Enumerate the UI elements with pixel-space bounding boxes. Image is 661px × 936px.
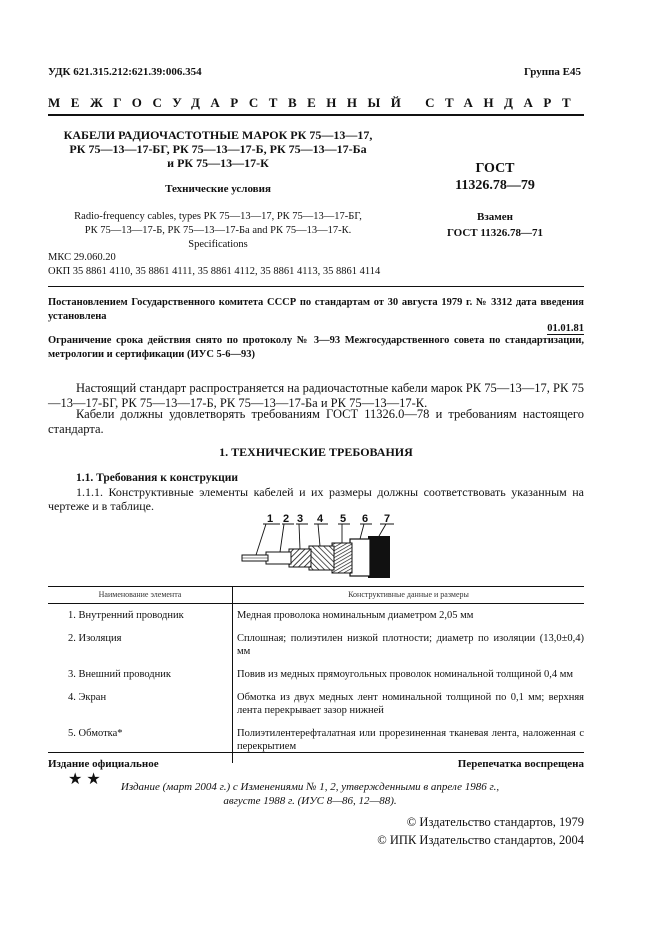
table-header-element: Наименование элемента (48, 587, 233, 604)
intro-date: 01.01.81 (547, 323, 584, 334)
gost-label: ГОСТ (475, 161, 515, 176)
replaces-label: Взамен (477, 211, 513, 223)
banner-rule (48, 114, 584, 116)
title-line-2: РК 75—13—17-БГ, РК 75—13—17-Б, РК 75—13—17-Ба (69, 142, 367, 156)
table-cell-data: Повив из медных прямоугольных проволок номинальной толщиной 0,4 мм (237, 669, 574, 680)
english-title-line-1: Radio-frequency cables, types РК 75—13—17, РК 75—13—17-БГ, (74, 211, 362, 222)
clause-1-1-1: 1.1.1. Конструктивные элементы кабелей и их размеры должны соответствовать указанным на чертеже и в таблице. (48, 485, 584, 513)
title-rule (48, 286, 584, 287)
reprint-notice: Перепечатка воспрещена (457, 758, 584, 770)
udk-code: УДК 621.315.212:621.39:006.354 (48, 66, 202, 78)
english-title (48, 210, 388, 252)
english-title-line-2: РК 75—13—17-Б, РК 75—13—17-Ба and РК 75—13—17-К. (84, 225, 352, 236)
footer-rule (48, 752, 584, 753)
table-cell-name: 2. Изоляция (48, 632, 233, 668)
table-cell-name: 4. Экран (48, 691, 233, 727)
group-code: Группа Е45 (523, 66, 581, 78)
title-line-3: и РК 75—13—17-К (167, 156, 269, 170)
official-edition: Издание официальное (48, 758, 159, 770)
layer-6-shape (350, 539, 370, 576)
figure-label-6: 6 (362, 513, 369, 525)
screen-shape (309, 546, 334, 570)
gost-number: 11326.78—79 (455, 178, 535, 193)
figure-label-4: 4 (317, 513, 324, 525)
gost-designation (420, 160, 570, 194)
replaces-block (410, 209, 580, 241)
table-cell-name: 1. Внутренний проводник (48, 604, 233, 633)
copyright-1979: © Издательство стандартов, 1979 (406, 815, 584, 829)
table-row (48, 604, 584, 633)
edition-note-line-1: Издание (март 2004 г.) с Изменениями № 1, 2, утвержденными в апреле 1986 г., (120, 781, 500, 793)
figure-label-3: 3 (297, 513, 304, 525)
edition-note (100, 780, 520, 808)
table-row (48, 632, 584, 668)
table-row (48, 691, 584, 727)
table-cell-name: 5. Обмотка* (48, 727, 233, 763)
table-row (48, 668, 584, 691)
subsection-heading: 1.1. Требования к конструкции (76, 472, 238, 484)
subtitle: Технические условия (165, 183, 271, 195)
scope-paragraph: Настоящий стандарт распространяется на радиочастотные кабели марок РК 75—13—17, РК 75—13—17-БГ, РК 75—13—17-Б, РК 75—13—17-Ба и РК 75—13—17-К. (48, 381, 584, 410)
cable-construction-drawing (236, 510, 406, 582)
table-header-data: Конструктивные данные и размеры (233, 587, 585, 604)
edition-note-line-2: августе 1988 г. (ИУС 8—86, 12—88). (223, 795, 397, 807)
table-cell-data: Обмотка из двух медных лент номинальной толщиной по 0,1 мм; верхняя лента перекрывает зазор нижней (237, 692, 584, 716)
figure-label-5: 5 (340, 513, 347, 525)
banner-interstate-standard: МЕЖГОСУДАРСТВЕННЫЙ СТАНДАРТ (48, 95, 582, 110)
okp-code: ОКП 35 8861 4110, 35 8861 4111, 35 8861 4112, 35 8861 4113, 35 8861 4114 (48, 266, 381, 277)
outer-jacket-shape (368, 536, 390, 578)
table-cell-name: 3. Внешний проводник (48, 668, 233, 691)
requirements-paragraph: Кабели должны удовлетворять требованиям ГОСТ 11326.0—78 и требованиям настоящего стандарта. (48, 407, 584, 436)
outer-conductor-shape (289, 549, 311, 567)
table-cell-data: Сплошная; полиэтилен низкой плотности; диаметр по изоляции (13,0±0,4) мм (237, 633, 584, 657)
validity-text: Ограничение срока действия снято по протоколу № 3—93 Межгосударственного совета по стандартизации, метрологии и сертификации (ИУС 5-6—93) (48, 335, 584, 360)
replaces-value: ГОСТ 11326.78—71 (446, 227, 544, 239)
table-cell-data: Полиэтилентерефталатная или прорезиненная тканевая лента, наложенная с перекрытием (237, 728, 584, 752)
mks-code: МКС 29.060.20 (48, 252, 116, 263)
table-header-row (48, 587, 584, 604)
english-title-line-3: Specifications (188, 239, 248, 250)
title-block (48, 128, 388, 170)
wrapping-shape (332, 543, 352, 573)
stars-mark: ★ ★ (68, 771, 101, 788)
insulation-shape (266, 552, 291, 564)
figure-label-2: 2 (283, 513, 290, 525)
figure-label-1: 1 (267, 513, 274, 525)
copyright-2004: © ИПК Издательство стандартов, 2004 (377, 833, 584, 847)
section-heading: 1. ТЕХНИЧЕСКИЕ ТРЕБОВАНИЯ (219, 445, 413, 459)
construction-table (48, 586, 584, 763)
decree-text: Постановлением Государственного комитета СССР по стандартам от 30 августа 1979 г. № 3312 дата введения установлена (48, 297, 584, 322)
title-line-1: КАБЕЛИ РАДИОЧАСТОТНЫЕ МАРОК РК 75—13—17, (63, 128, 373, 142)
figure-label-7: 7 (384, 513, 391, 525)
table-cell-data: Медная проволока номинальным диаметром 2,05 мм (237, 610, 474, 621)
